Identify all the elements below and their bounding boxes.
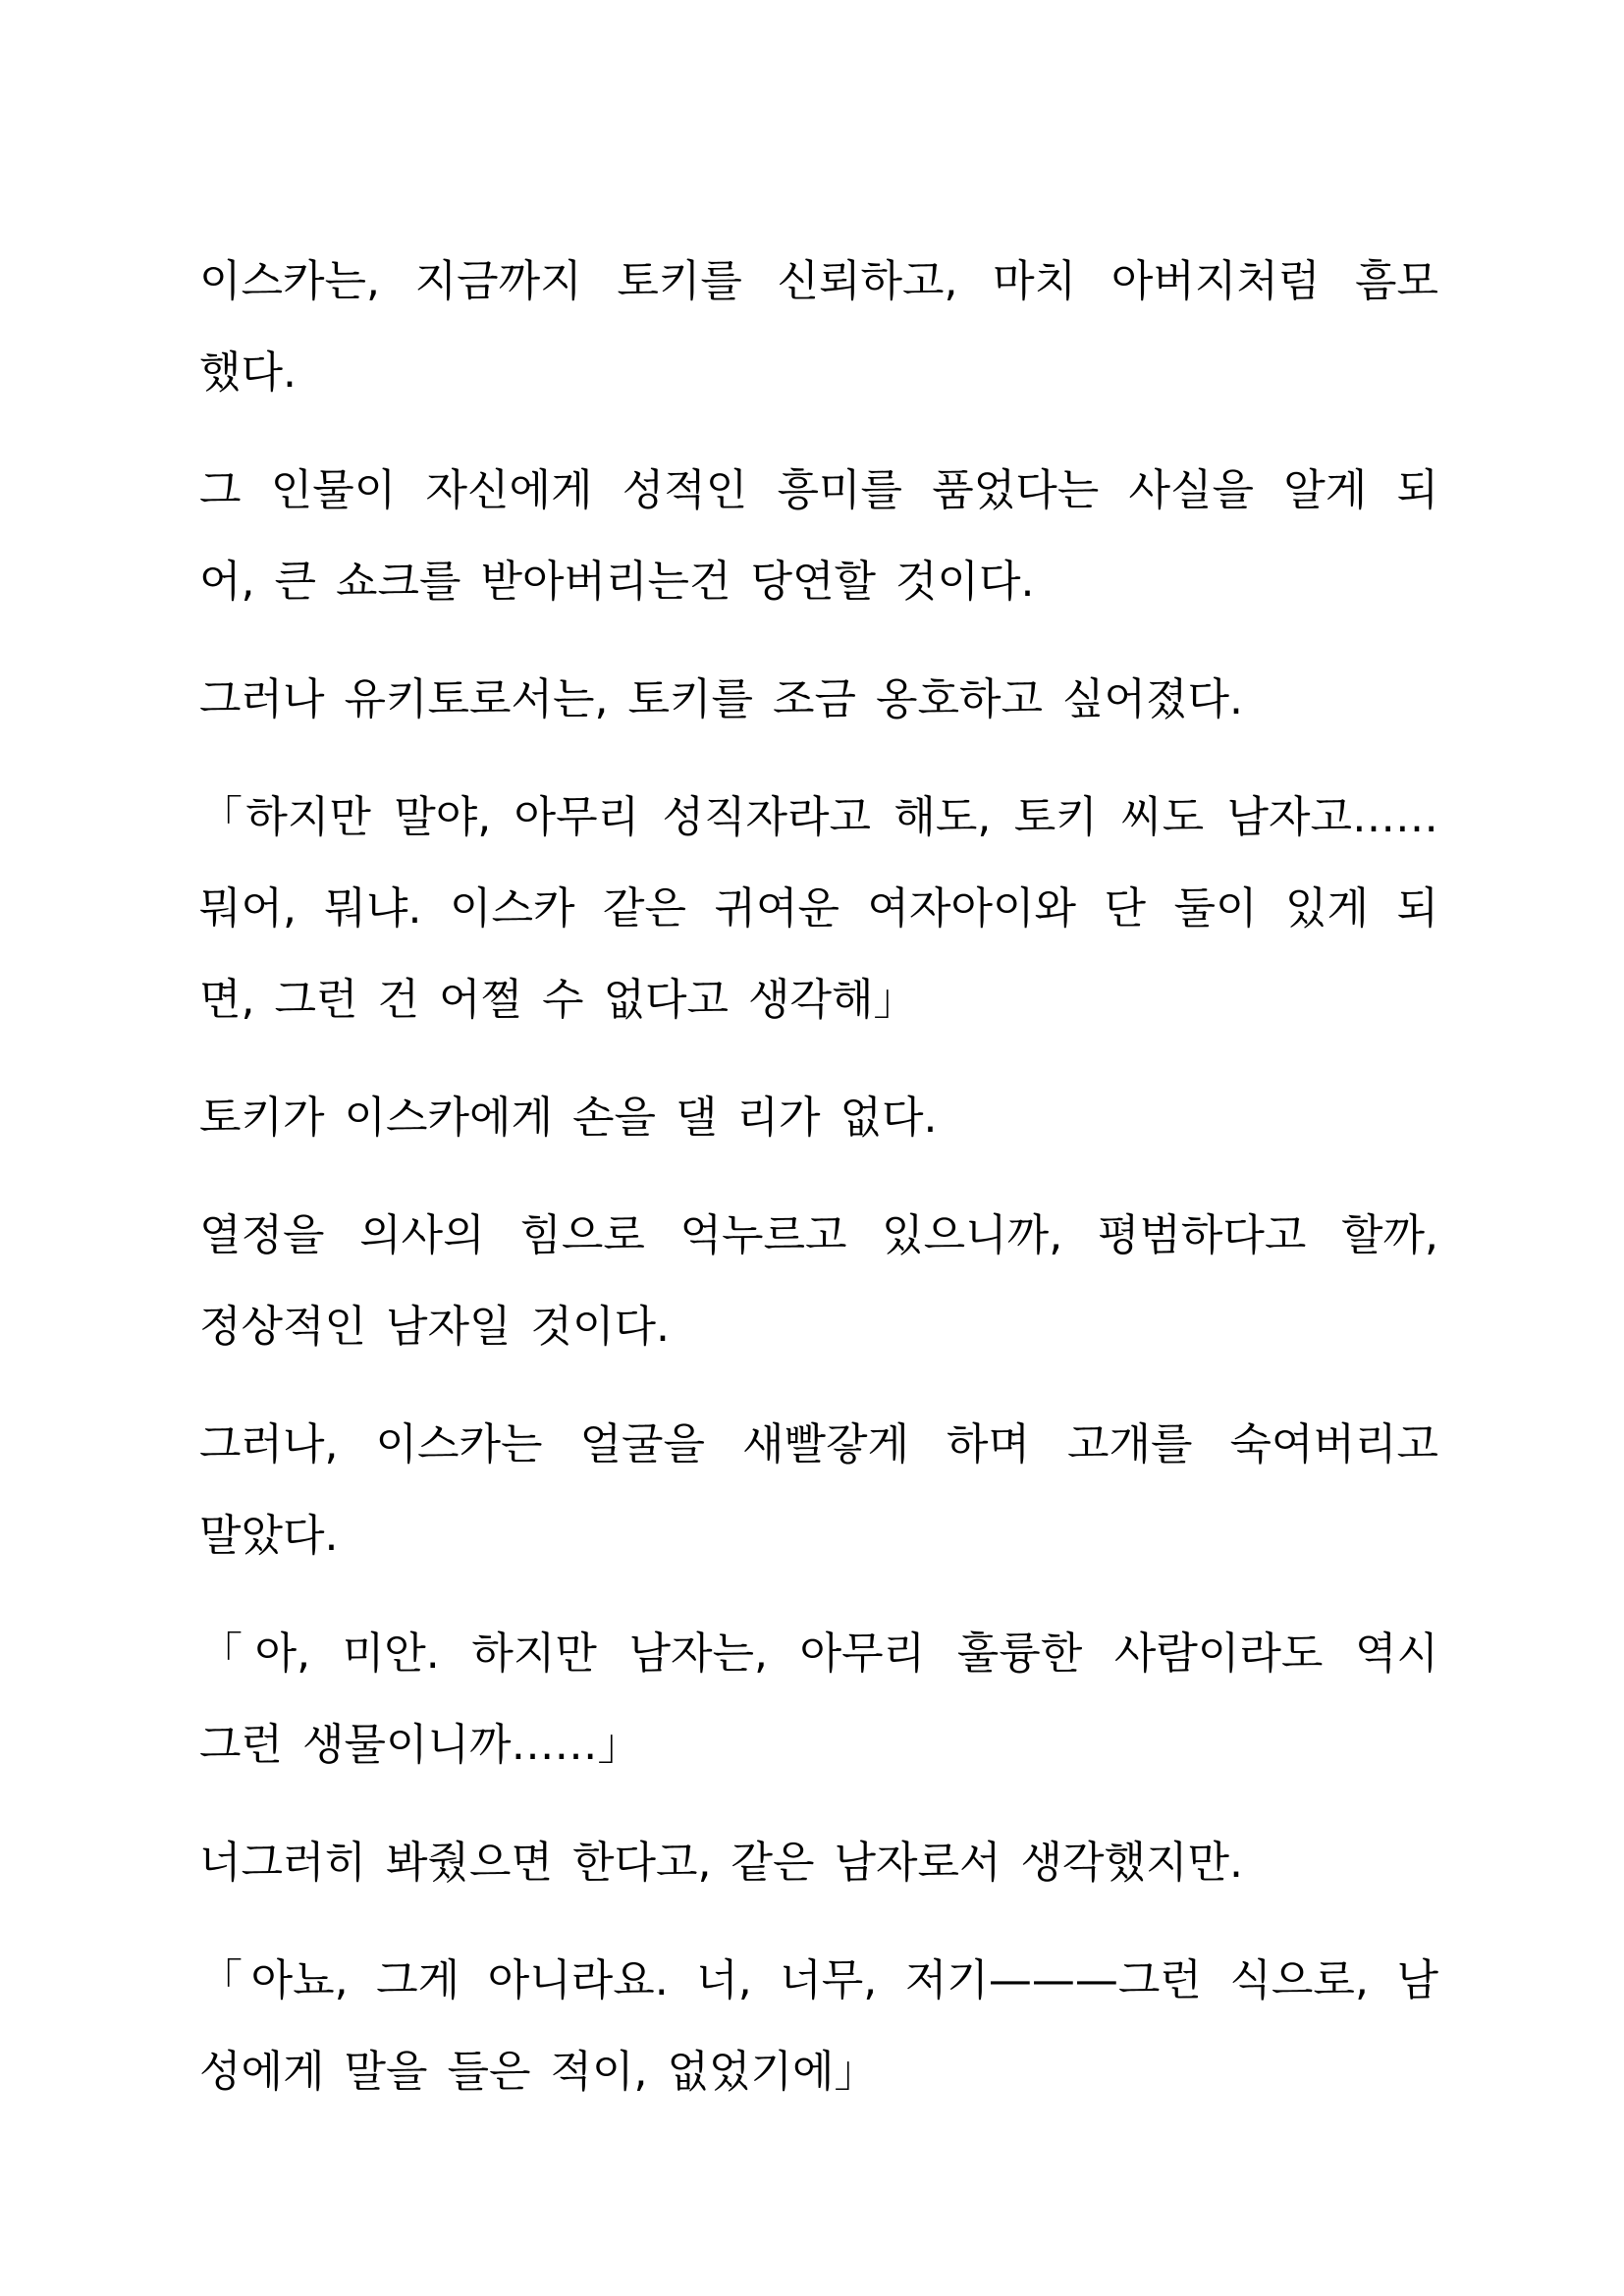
text-line: 이스카는, 지금까지 토키를 신뢰하고, 마치 아버지처럼 흠모 bbox=[199, 256, 1438, 306]
text-line: 너그러히 봐줬으면 한다고, 같은 남자로서 생각했지만. bbox=[199, 1838, 1243, 1888]
paragraph bbox=[199, 1608, 1438, 1790]
paragraph bbox=[199, 445, 1438, 627]
paragraph bbox=[199, 1072, 1438, 1163]
text-line: 「아, 미안. 하지만 남자는, 아무리 훌륭한 사람이라도 역시 bbox=[199, 1629, 1438, 1679]
paragraph bbox=[199, 1817, 1438, 1908]
text-line: 토키가 이스카에게 손을 댈 리가 없다. bbox=[199, 1093, 938, 1143]
paragraph bbox=[199, 1935, 1438, 2117]
paragraph bbox=[199, 654, 1438, 745]
text-line: 어, 큰 쇼크를 받아버리는건 당연할 것이다. bbox=[199, 557, 1035, 607]
text-line: 그 인물이 자신에게 성적인 흥미를 품었다는 사실을 알게 되 bbox=[199, 465, 1438, 515]
text-line: 그런 생물이니까……」 bbox=[199, 1720, 641, 1770]
text-line: 뭐어, 뭐냐. 이스카 같은 귀여운 여자아이와 단 둘이 있게 되 bbox=[199, 883, 1438, 934]
text-line: 성에게 말을 들은 적이, 없었기에」 bbox=[199, 2047, 878, 2097]
paragraph bbox=[199, 1399, 1438, 1581]
text-line: 「하지만 말야, 아무리 성직자라고 해도, 토키 씨도 남자고…… bbox=[199, 792, 1438, 842]
paragraph bbox=[199, 772, 1438, 1045]
text-line: 그러나 유키토로서는, 토키를 조금 옹호하고 싶어졌다. bbox=[199, 674, 1243, 724]
text-line: 정상적인 남자일 것이다. bbox=[199, 1302, 670, 1352]
text-line: 했다. bbox=[199, 347, 297, 398]
paragraph bbox=[199, 1190, 1438, 1372]
paragraph bbox=[199, 236, 1438, 418]
text-line: 면, 그런 건 어쩔 수 없다고 생각해」 bbox=[199, 975, 917, 1025]
text-line: 「아뇨, 그게 아니라요. 너, 너무, 저기———그런 식으로, 남 bbox=[199, 1955, 1438, 2005]
text-line: 열정을 의사의 힘으로 억누르고 있으니까, 평범하다고 할까, bbox=[199, 1210, 1438, 1260]
text-line: 그러나, 이스카는 얼굴을 새빨갛게 하며 고개를 숙여버리고 bbox=[199, 1419, 1438, 1469]
text-line: 말았다. bbox=[199, 1511, 339, 1561]
text-column bbox=[199, 236, 1438, 2144]
